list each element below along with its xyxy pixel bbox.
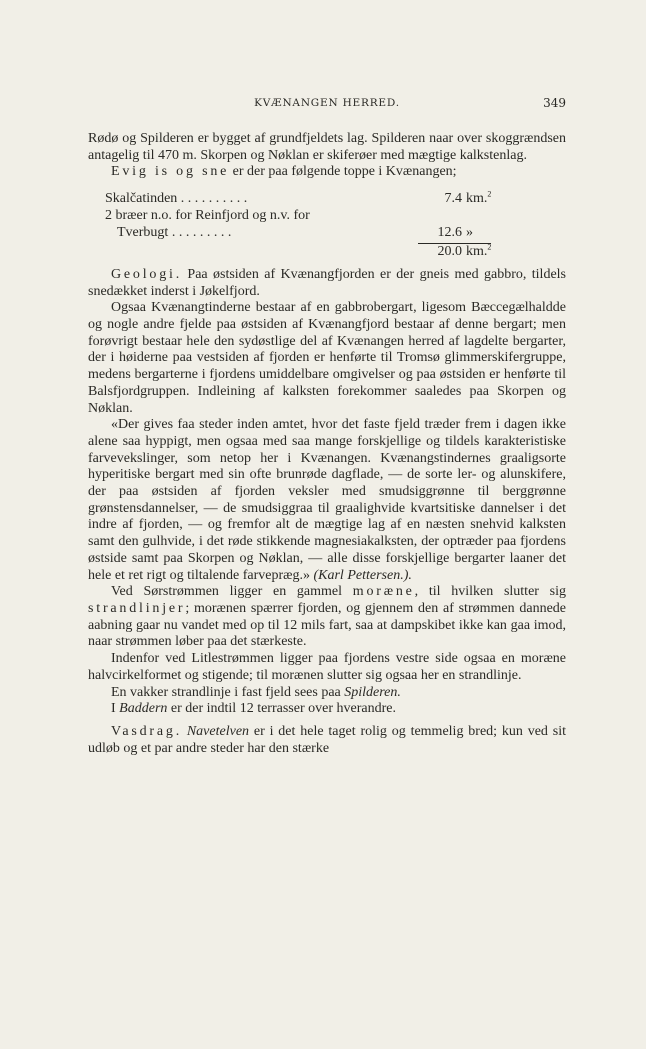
paragraph-gabbro: Ogsaa Kvænangtinderne bestaar af en gabbrobergart, ligesom Bæccegælhaldde og nogle andre fjelde paa østsiden af Kvænangfjord bestaar af denne bergart; men forøvrigt bestaar hele den sydøstlige del af Kvænangen herred af lagdelte bergarter, der i høiderne paa vestsiden af fjorden er henførte til Tromsø glimmerskifergruppe, medens bergarterne i fjordens umiddelbare omgivelser og paa østsiden er henførte til Balsfjordgruppen. Indleining af kalksten forekommer saaledes paa Skorpen og Nøklan.: [88, 300, 566, 416]
paragraph-quote: [88, 417, 566, 584]
river-navetelven: Navetelven: [186, 723, 250, 739]
row-value: 7.4: [444, 191, 462, 207]
paragraph-vasdrag: [88, 724, 566, 757]
table-row: [88, 191, 566, 208]
paragraph-spilderen: [88, 685, 566, 702]
geologi-text: Paa østsiden af Kvænangfjorden er der gneis med gabbro, tildels snedækket inderst i Jøkelfjord.: [88, 266, 566, 299]
table-row: [88, 225, 566, 242]
row-label: Skalčatinden . . . . . . . . . .: [105, 191, 248, 207]
paragraph-baddern: [88, 701, 566, 718]
row-unit: [462, 191, 491, 208]
snow-area-table: [88, 191, 566, 261]
paragraph-litlestrommen: Indenfor ved Litlestrømmen ligger paa fjordens vestre side ogsaa en moræne halvcirkelformet og stigende; til morænen slutter sig ogsaa her en strandlinje.: [88, 651, 566, 683]
place-baddern: Baddern: [119, 701, 168, 717]
page-body: [88, 131, 566, 757]
text-run: er der indtil 12 terrasser over hverandre.: [167, 701, 396, 717]
text-run: Ved Sørstrømmen ligger en gammel: [111, 584, 353, 600]
text-run: En vakker strandlinje i fast fjeld sees paa: [111, 684, 345, 700]
snow-text: er der paa følgende toppe i Kvænangen;: [229, 164, 457, 180]
unit-superscript: 2: [487, 242, 492, 252]
term-moraene: moræne: [352, 584, 415, 600]
geologi-heading: Geologi.: [111, 266, 183, 282]
paragraph-sorstrommen: [88, 584, 566, 651]
paragraph-rodo: Rødø og Spilderen er bygget af grundfjeldets lag. Spilderen naar over skoggrændsen antagelig til 470 m. Skorpen og Nøklan er skiferøer med mægtige kalkstenlag.: [88, 131, 566, 163]
row-value: 12.6: [437, 224, 462, 240]
place-spilderen: Spilderen.: [344, 684, 401, 700]
text-run: , til hvilken slutter sig: [414, 584, 566, 600]
snow-heading: Evig is og sne: [111, 164, 230, 180]
row-unit: »: [466, 224, 473, 240]
unit-text: km.: [466, 244, 488, 260]
running-title: KVÆNANGEN HERRED.: [254, 97, 400, 109]
table-total-row: [88, 243, 566, 261]
text-run: I: [111, 701, 120, 717]
page-number: 349: [543, 96, 566, 110]
table-row: [88, 208, 566, 225]
paragraph-snow: [88, 164, 566, 181]
unit-superscript: 2: [487, 189, 492, 199]
unit-text: km.: [466, 191, 488, 207]
quote-text: «Der gives faa steder inden amtet, hvor det faste fjeld træder frem i dagen ikke alene saa hyppigt, men ogsaa med saa mange forskjellige og tildels karakteristiske farvevekslinger, som netop her i Kvænangen. Kvænangstindernes graaligsorte hyperitiske bergart med sin ofte brunrøde dagflade, — de sorte ler- og alunskifere, der paa østsiden af fjorden veksler med smudsiggrønne til berggrønne grønstensdannelser, — de smudsiggraa til graalighvide kvartsitiske dannelser i det indre af fjorden, — og fremfor alt de mægtige lag af en næsten snehvid kalksten samt den gulhvide, i det røde stikkende magnesiakalksten, der optræder paa fjordens østside samt paa Skorpen og Nøklan, — alle disse forskjellige bergarter laaner det hele et ret rigt og tiltalende farvepræg.»: [88, 417, 566, 583]
paragraph-geologi: [88, 267, 566, 300]
row-label: 2 bræer n.o. for Reinfjord og n.v. for: [105, 207, 310, 223]
text-run: ; morænen spærrer fjorden, og gjennem den af strømmen dannede aabning gaar nu vandet med op til 12 mils fart, saa at dampskibet ikke kan gaa imod, naar strømmen løber paa det stærkeste.: [88, 600, 566, 650]
text-run: er i det hele taget rolig og temmelig bred; kun ved sit udløb og et par andre steder har den stærke: [88, 723, 567, 756]
total-value: 20.0: [418, 243, 462, 261]
vasdrag-heading: Vasdrag.: [111, 723, 182, 739]
row-label: Tverbugt . . . . . . . . .: [117, 224, 232, 240]
total-unit: [462, 243, 491, 261]
running-header: [88, 97, 566, 113]
quote-citation: (Karl Pettersen.).: [313, 567, 412, 583]
term-strandlinjer: strandlinjer: [88, 600, 186, 616]
